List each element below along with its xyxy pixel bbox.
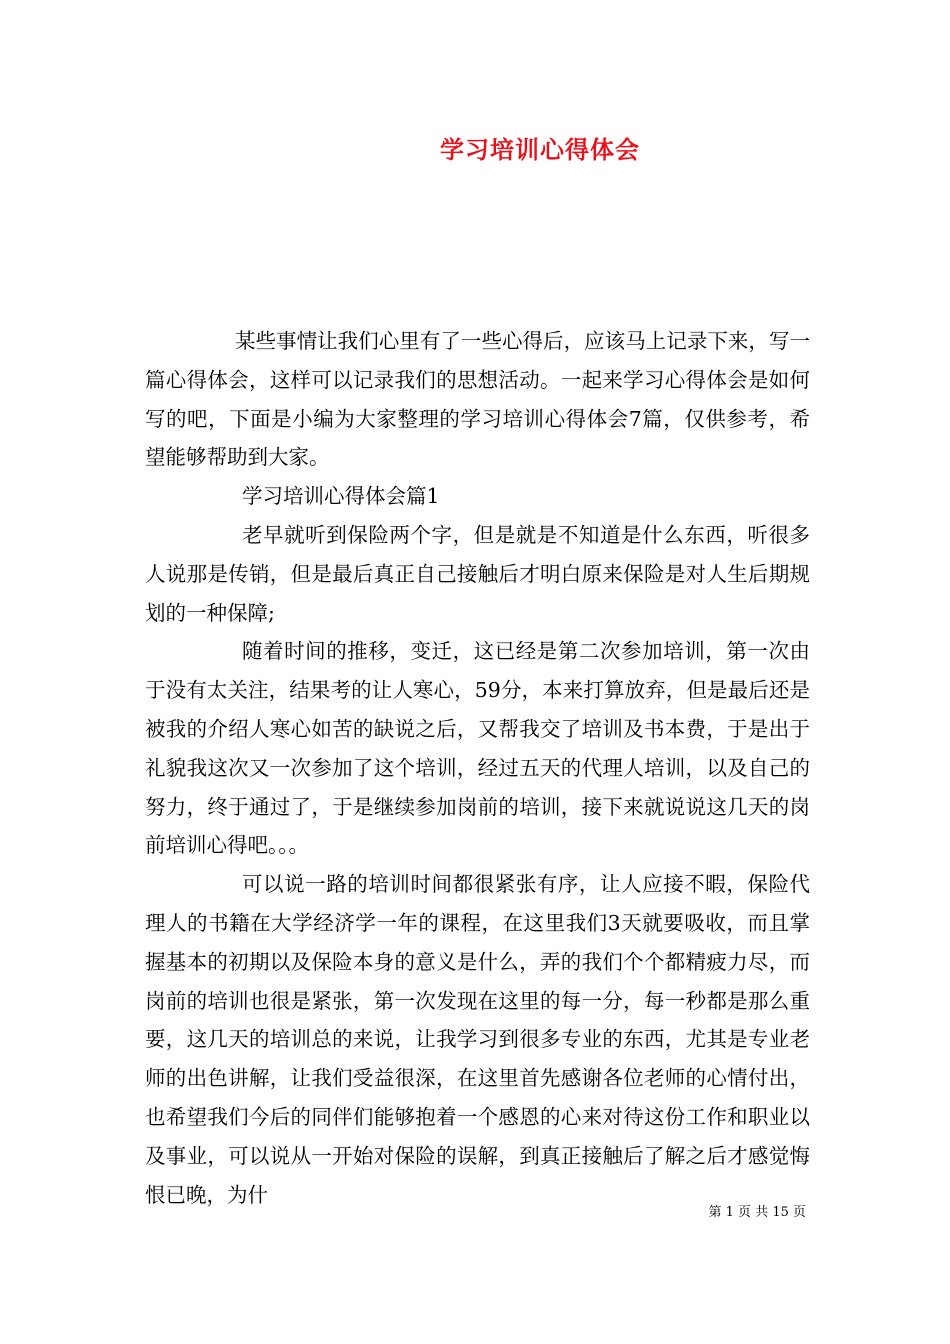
section-heading: 学习培训心得体会篇1 [242, 484, 440, 509]
page-number: 第 1 页 共 15 页 [708, 1205, 806, 1220]
page-title: 学习培训心得体会 [440, 136, 640, 164]
paragraph-1: 老早就听到保险两个字，但是就是不知道是什么东西，听很多人说那是传销，但是最后真正自己接触后才明白原来保险是对人生后期规划的一种保障; [145, 522, 810, 625]
paragraph-3: 可以说一路的培训时间都很紧张有序，让人应接不暇，保险代理人的书籍在大学经济学一年的课程，在这里我们3天就要吸收，而且掌握基本的初期以及保险本身的意义是什么，弄的我们个个都精疲力尽，而岗前的培训也很是紧张，第一次发现在这里的每一分，每一秒都是那么重要，这几天的培训总的来说，让我学习到很多专业的东西，尤其是专业老师的出色讲解，让我们受益很深，在这里首先感谢各位老师的心情付出，也希望我们今后的同伴们能够抱着一个感恩的心来对待这份工作和职业以及事业，可以说从一开始对保险的误解，到真正接触后了解之后才感觉悔恨已晚，为什 [145, 872, 810, 1207]
paragraph-2: 随着时间的推移，变迁，这已经是第二次参加培训，第一次由于没有太关注，结果考的让人寒心，59分，本来打算放弃，但是最后还是被我的介绍人寒心如苦的缺说之后，又帮我交了培训及书本费，于是出于礼貌我这次又一次参加了这个培训，经过五天的代理人培训，以及自己的努力，终于通过了，于是继续参加岗前的培训，接下来就说说这几天的岗前培训心得吧。。。 [145, 639, 810, 858]
document-body [145, 322, 810, 1214]
intro-paragraph: 某些事情让我们心里有了一些心得后，应该马上记录下来，写一篇心得体会，这样可以记录我们的思想活动。一起来学习心得体会是如何写的吧，下面是小编为大家整理的学习培训心得体会7篇，仅供参考，希望能够帮助到大家。 [145, 329, 810, 470]
